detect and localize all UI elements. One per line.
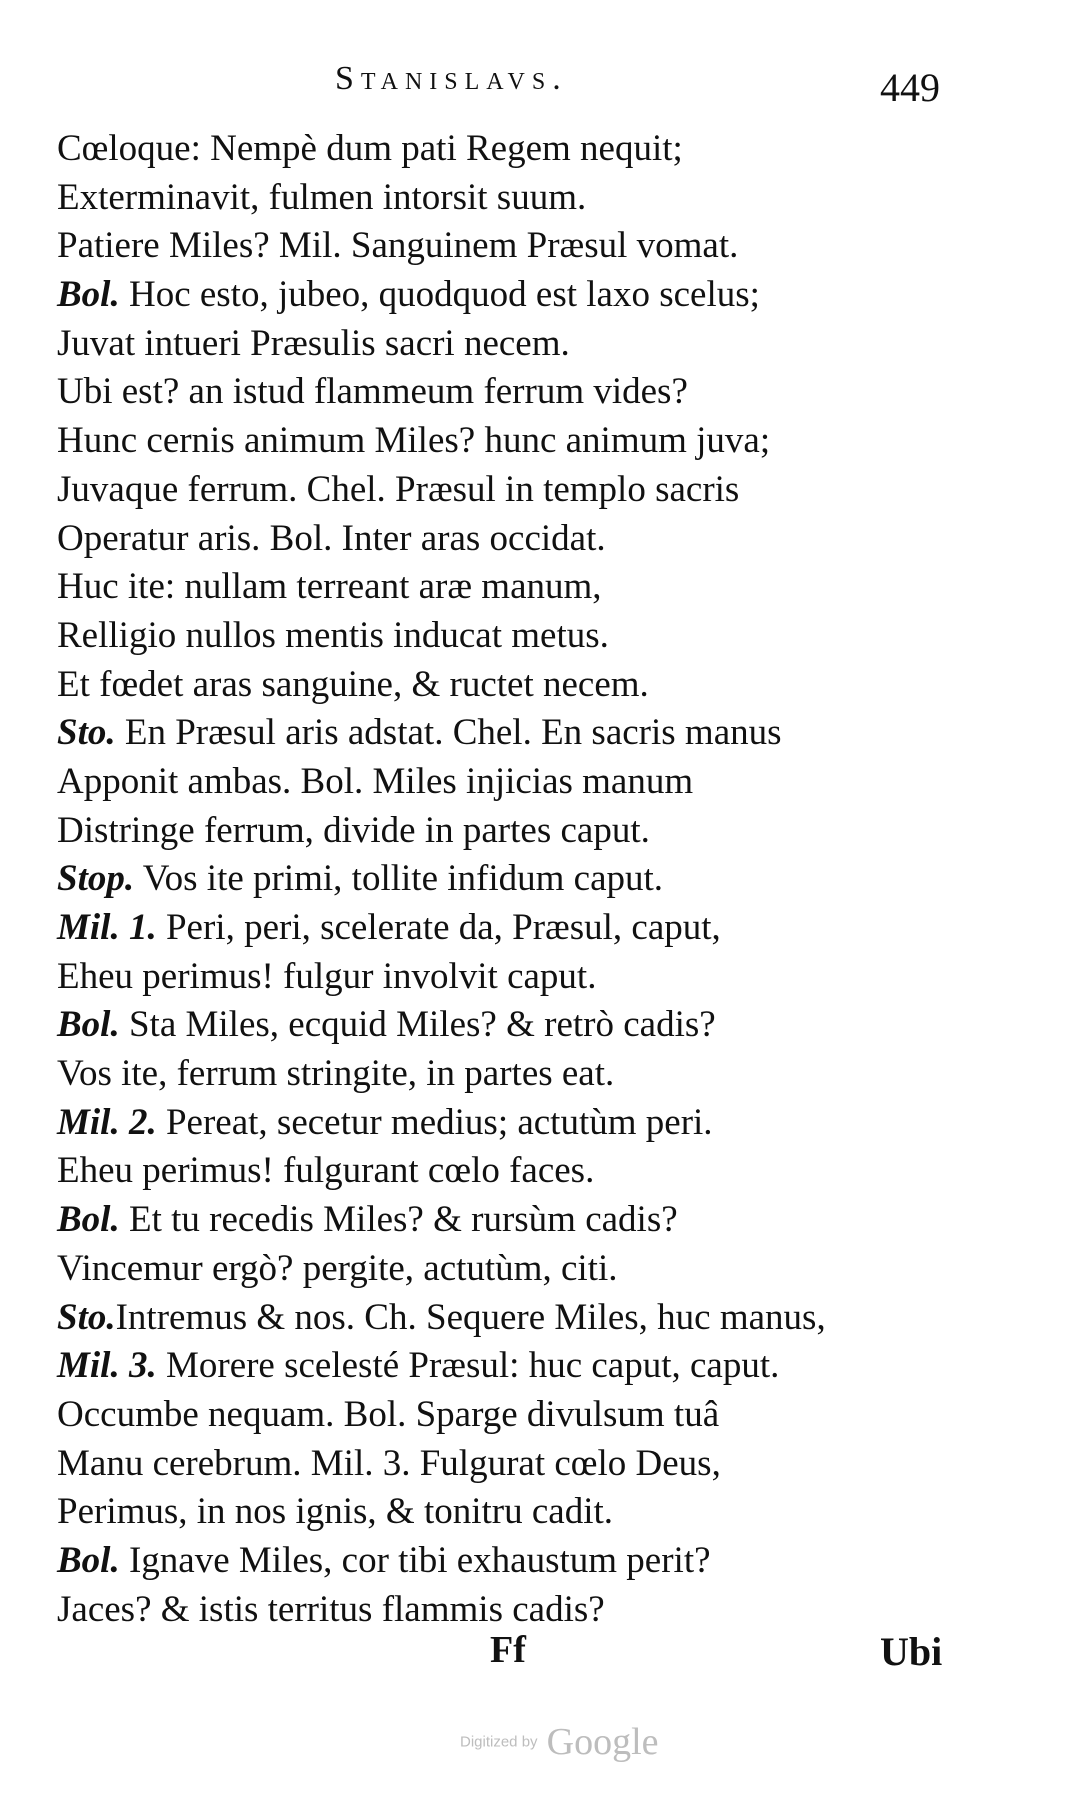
page-header: [0, 60, 1074, 120]
verse-line: [57, 709, 977, 758]
line-text: Vincemur ergò? pergite, actutùm, citi.: [57, 1247, 618, 1289]
verse-line: [57, 1050, 977, 1099]
verse-line: [57, 1196, 977, 1245]
verse-line: [57, 953, 977, 1002]
line-text: Huc ite: nullam terreant aræ manum,: [57, 566, 602, 608]
verse-line: [57, 1488, 977, 1537]
line-text: Ubi est? an istud flammeum ferrum vides?: [57, 371, 688, 413]
line-text: Juvaque ferrum. Chel. Præsul in templo sacris: [57, 468, 740, 510]
line-text: Manu cerebrum. Mil. 3. Fulgurat cœlo Deus,: [57, 1442, 721, 1484]
watermark-prefix: Digitized by: [460, 1733, 538, 1751]
verse-line: [57, 271, 977, 320]
digitization-watermark: [460, 1720, 720, 1770]
line-text: Vos ite, ferrum stringite, in partes eat.: [57, 1053, 615, 1095]
line-text: Perimus, in nos ignis, & tonitru cadit.: [57, 1491, 614, 1533]
page-footer: [0, 1628, 1074, 1688]
verse-line: [57, 1294, 977, 1343]
page-number: 449: [880, 65, 940, 110]
verse-line: [57, 1391, 977, 1440]
speaker-label: Bol.: [57, 274, 120, 316]
speaker-label: Mil. 3.: [57, 1345, 157, 1387]
verse-line: [57, 1586, 977, 1635]
line-text: Ignave Miles, cor tibi exhaustum perit?: [119, 1539, 711, 1581]
verse-line: [57, 466, 977, 515]
line-text: Pereat, secetur medius; actutùm peri.: [156, 1101, 713, 1143]
line-text: Et tu recedis Miles? & rursùm cadis?: [119, 1199, 678, 1241]
verse-line: [57, 1245, 977, 1294]
verse-line: [57, 1001, 977, 1050]
line-text: Relligio nullos mentis inducat metus.: [57, 614, 609, 656]
line-text: Juvat intueri Præsulis sacri necem.: [57, 322, 570, 364]
speaker-label: Sto.: [57, 1296, 116, 1338]
line-text: Patiere Miles? Mil. Sanguinem Præsul vomat.: [57, 225, 739, 267]
line-text: Vos ite primi, tollite infidum caput.: [134, 858, 664, 900]
verse-line: [57, 758, 977, 807]
line-text: Exterminavit, fulmen intorsit suum.: [57, 176, 587, 218]
verse-line: [57, 368, 977, 417]
verse-line: [57, 1099, 977, 1148]
line-text: Operatur aris. Bol. Inter aras occidat.: [57, 517, 606, 559]
verse-line: [57, 1440, 977, 1489]
line-text: Apponit ambas. Bol. Miles injicias manum: [57, 760, 694, 802]
speaker-label: Mil. 2.: [57, 1101, 157, 1143]
verse-text: [57, 125, 977, 1634]
line-text: Et fœdet aras sanguine, & ructet necem.: [57, 663, 649, 705]
line-text: Sta Miles, ecquid Miles? & retrò cadis?: [119, 1004, 716, 1046]
verse-line: [57, 222, 977, 271]
verse-line: [57, 904, 977, 953]
speaker-label: Bol.: [57, 1539, 120, 1581]
line-text: Hoc esto, jubeo, quodquod est laxo scelus;: [119, 274, 760, 316]
verse-line: [57, 807, 977, 856]
verse-line: [57, 320, 977, 369]
verse-line: [57, 563, 977, 612]
line-text: Peri, peri, scelerate da, Præsul, caput,: [156, 907, 721, 948]
line-text: Hunc cernis animum Miles? hunc animum juva;: [57, 420, 771, 462]
line-text: Eheu perimus! fulgur involvit caput.: [57, 955, 597, 997]
line-text: Jaces? & istis territus flammis cadis?: [57, 1588, 605, 1630]
line-text: Occumbe nequam. Bol. Sparge divulsum tuâ: [57, 1393, 720, 1435]
line-text: En Præsul aris adstat. Chel. En sacris manus: [115, 712, 782, 754]
verse-line: [57, 1342, 977, 1391]
speaker-label: Stop.: [57, 858, 135, 900]
verse-line: [57, 612, 977, 661]
running-title: Stanislavs.: [335, 60, 568, 97]
verse-line: [57, 661, 977, 710]
verse-line: [57, 174, 977, 223]
verse-line: [57, 855, 977, 904]
google-logo: Google: [546, 1721, 659, 1763]
line-text: Eheu perimus! fulgurant cœlo faces.: [57, 1150, 595, 1192]
speaker-label: Bol.: [57, 1199, 120, 1241]
speaker-label: Bol.: [57, 1004, 120, 1046]
verse-line: [57, 417, 977, 466]
verse-line: [57, 1147, 977, 1196]
signature-mark: Ff: [490, 1629, 526, 1671]
speaker-label: Mil. 1.: [57, 907, 157, 948]
line-text: Distringe ferrum, divide in partes caput.: [57, 809, 650, 851]
verse-line: [57, 515, 977, 564]
catchword: Ubi: [880, 1629, 943, 1674]
speaker-label: Sto.: [57, 712, 116, 754]
line-text: Intremus & nos. Ch. Sequere Miles, huc manus,: [115, 1296, 826, 1338]
verse-line: [57, 125, 977, 174]
line-text: Cœloque: Nempè dum pati Regem nequit;: [57, 128, 683, 169]
line-text: Morere scelesté Præsul: huc caput, caput.: [156, 1345, 780, 1387]
verse-line: [57, 1537, 977, 1586]
